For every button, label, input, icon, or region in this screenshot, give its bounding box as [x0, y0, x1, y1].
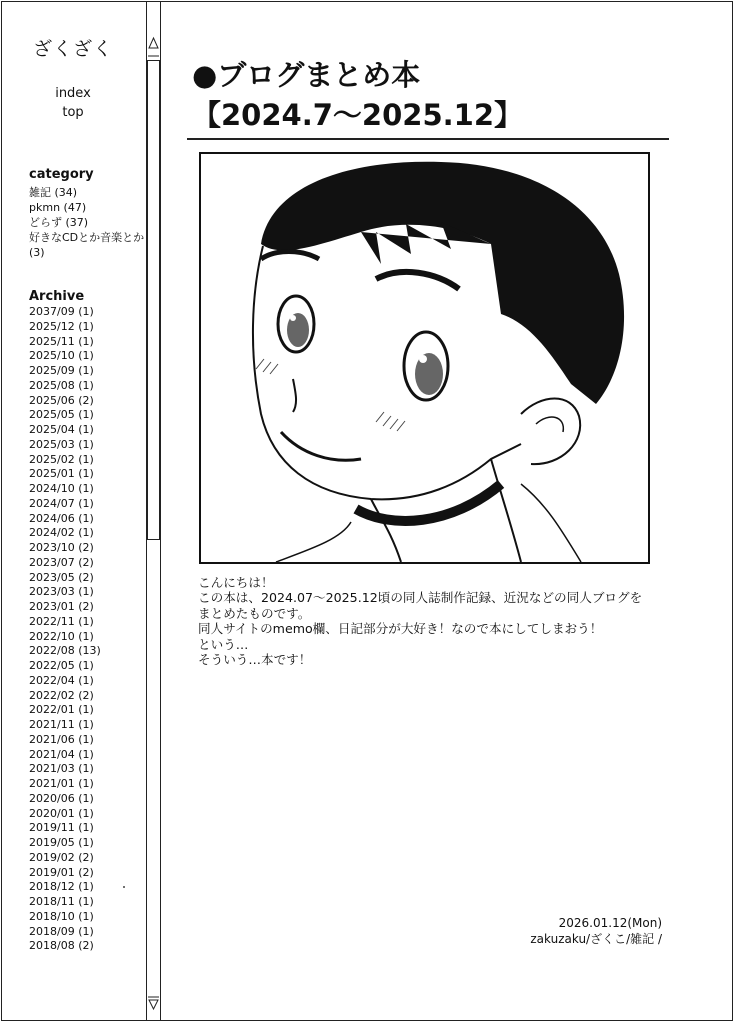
archive-item[interactable]: 2024/07 (1) [29, 496, 94, 510]
archive-item[interactable]: 2025/11 (1) [29, 334, 94, 348]
archive-item[interactable]: 2021/01 (1) [29, 777, 94, 790]
archive-item[interactable]: 2025/06 (2) [29, 393, 94, 407]
archive-item[interactable]: 2025/08 (1) [29, 378, 94, 392]
archive-item[interactable]: 2019/01 (2) [29, 865, 94, 879]
archive-item[interactable]: 2025/04 (1) [29, 423, 94, 436]
body-line: という… [198, 636, 249, 652]
boy-portrait-illustration [201, 154, 648, 562]
archive-item[interactable]: 2024/02 (1) [29, 526, 94, 540]
archive-item[interactable]: 2024/10 (1) [29, 482, 94, 495]
archive-item[interactable]: 2025/09 (1) [29, 364, 94, 377]
archive-item[interactable]: 2021/06 (1) [29, 732, 94, 746]
archive-item[interactable]: 2018/10 (1) [29, 909, 94, 923]
body-line: 同人サイトのmemo欄、日記部分が大好き！なので本にしてしまおう！ [198, 621, 603, 637]
archive-item[interactable]: 2023/10 (2) [29, 541, 94, 554]
category-item-pkmn[interactable]: pkmn (47) [29, 201, 87, 214]
triangle-down-icon[interactable] [148, 996, 159, 1012]
archive-item[interactable]: 2022/01 (1) [29, 703, 94, 717]
stray-mark [123, 886, 125, 888]
archive-item[interactable]: 2022/11 (1) [29, 614, 94, 628]
archive-item[interactable]: 2025/12 (1) [29, 319, 94, 333]
archive-item[interactable]: 2019/02 (2) [29, 850, 94, 864]
category-item-zakki[interactable]: 雑記 (34) [29, 186, 78, 199]
archive-item[interactable]: 2021/03 (1) [29, 762, 94, 776]
archive-item[interactable]: 2023/07 (2) [29, 555, 94, 569]
category-list [29, 185, 145, 260]
post-date: 2026.01.12(Mon) [558, 916, 662, 930]
post-title-line-2: 【2024.7～2025.12】 [192, 98, 523, 132]
nav-index-link[interactable]: index [55, 86, 91, 101]
archive-item[interactable]: 2022/08 (13) [29, 644, 101, 658]
body-line: そういう…本です！ [198, 652, 312, 668]
post-illustration [199, 152, 650, 564]
archive-item[interactable]: 2025/05 (1) [29, 408, 94, 422]
post-title [192, 55, 672, 135]
post-author-category[interactable]: zakuzaku/ざくこ/雑記 / [530, 932, 662, 946]
title-divider [187, 138, 669, 140]
archive-item[interactable]: 2025/03 (1) [29, 437, 94, 451]
post-meta [400, 915, 662, 947]
archive-item[interactable]: 2021/11 (1) [29, 718, 94, 731]
archive-heading: Archive [29, 289, 85, 304]
archive-item[interactable]: 2020/06 (1) [29, 791, 94, 805]
archive-item[interactable]: 2023/03 (1) [29, 585, 94, 599]
archive-item[interactable]: 2023/01 (2) [29, 600, 94, 613]
archive-item[interactable]: 2019/05 (1) [29, 836, 94, 849]
category-item-dorazu[interactable]: どらず (37) [29, 216, 89, 229]
post-body [198, 575, 668, 667]
archive-item[interactable]: 2021/04 (1) [29, 747, 94, 761]
archive-item[interactable]: 2018/09 (1) [29, 924, 94, 938]
sidebar-nav [0, 84, 146, 122]
archive-item[interactable]: 2019/11 (1) [29, 821, 94, 835]
archive-item[interactable]: 2022/05 (1) [29, 659, 94, 672]
archive-list [29, 305, 145, 954]
archive-item[interactable]: 2022/02 (2) [29, 688, 94, 702]
scrollbar-track-right-edge [160, 2, 161, 1021]
nav-top-link[interactable]: top [62, 105, 84, 120]
archive-item[interactable]: 2020/01 (1) [29, 806, 94, 820]
archive-item[interactable]: 2025/02 (1) [29, 452, 94, 466]
archive-item[interactable]: 2018/08 (2) [29, 939, 94, 953]
category-heading: category [29, 167, 94, 182]
archive-item[interactable]: 2018/12 (1) [29, 880, 94, 894]
archive-item[interactable]: 2025/01 (1) [29, 467, 94, 481]
body-line: まとめたものです。 [198, 605, 311, 621]
scrollbar[interactable] [147, 2, 160, 1021]
triangle-up-icon[interactable] [148, 36, 159, 58]
body-line: この本は、2024.07～2025.12頃の同人誌制作記録、近況などの同人ブログを [198, 590, 643, 606]
archive-item[interactable]: 2023/05 (2) [29, 570, 94, 584]
body-line: こんにちは！ [198, 575, 274, 590]
archive-item[interactable]: 2037/09 (1) [29, 305, 94, 318]
archive-item[interactable]: 2018/11 (1) [29, 895, 94, 908]
sidebar [0, 0, 146, 1024]
archive-item[interactable]: 2024/06 (1) [29, 511, 94, 525]
post-title-line-1: ●ブログまとめ本 [192, 58, 421, 92]
archive-item[interactable]: 2022/10 (1) [29, 629, 94, 643]
archive-item[interactable]: 2022/04 (1) [29, 673, 94, 687]
site-title[interactable]: ざくざく [32, 38, 113, 60]
scrollbar-thumb[interactable] [147, 60, 160, 540]
archive-item[interactable]: 2025/10 (1) [29, 349, 94, 363]
category-item-music[interactable]: 好きなCDとか音楽とか (3) [29, 231, 145, 259]
